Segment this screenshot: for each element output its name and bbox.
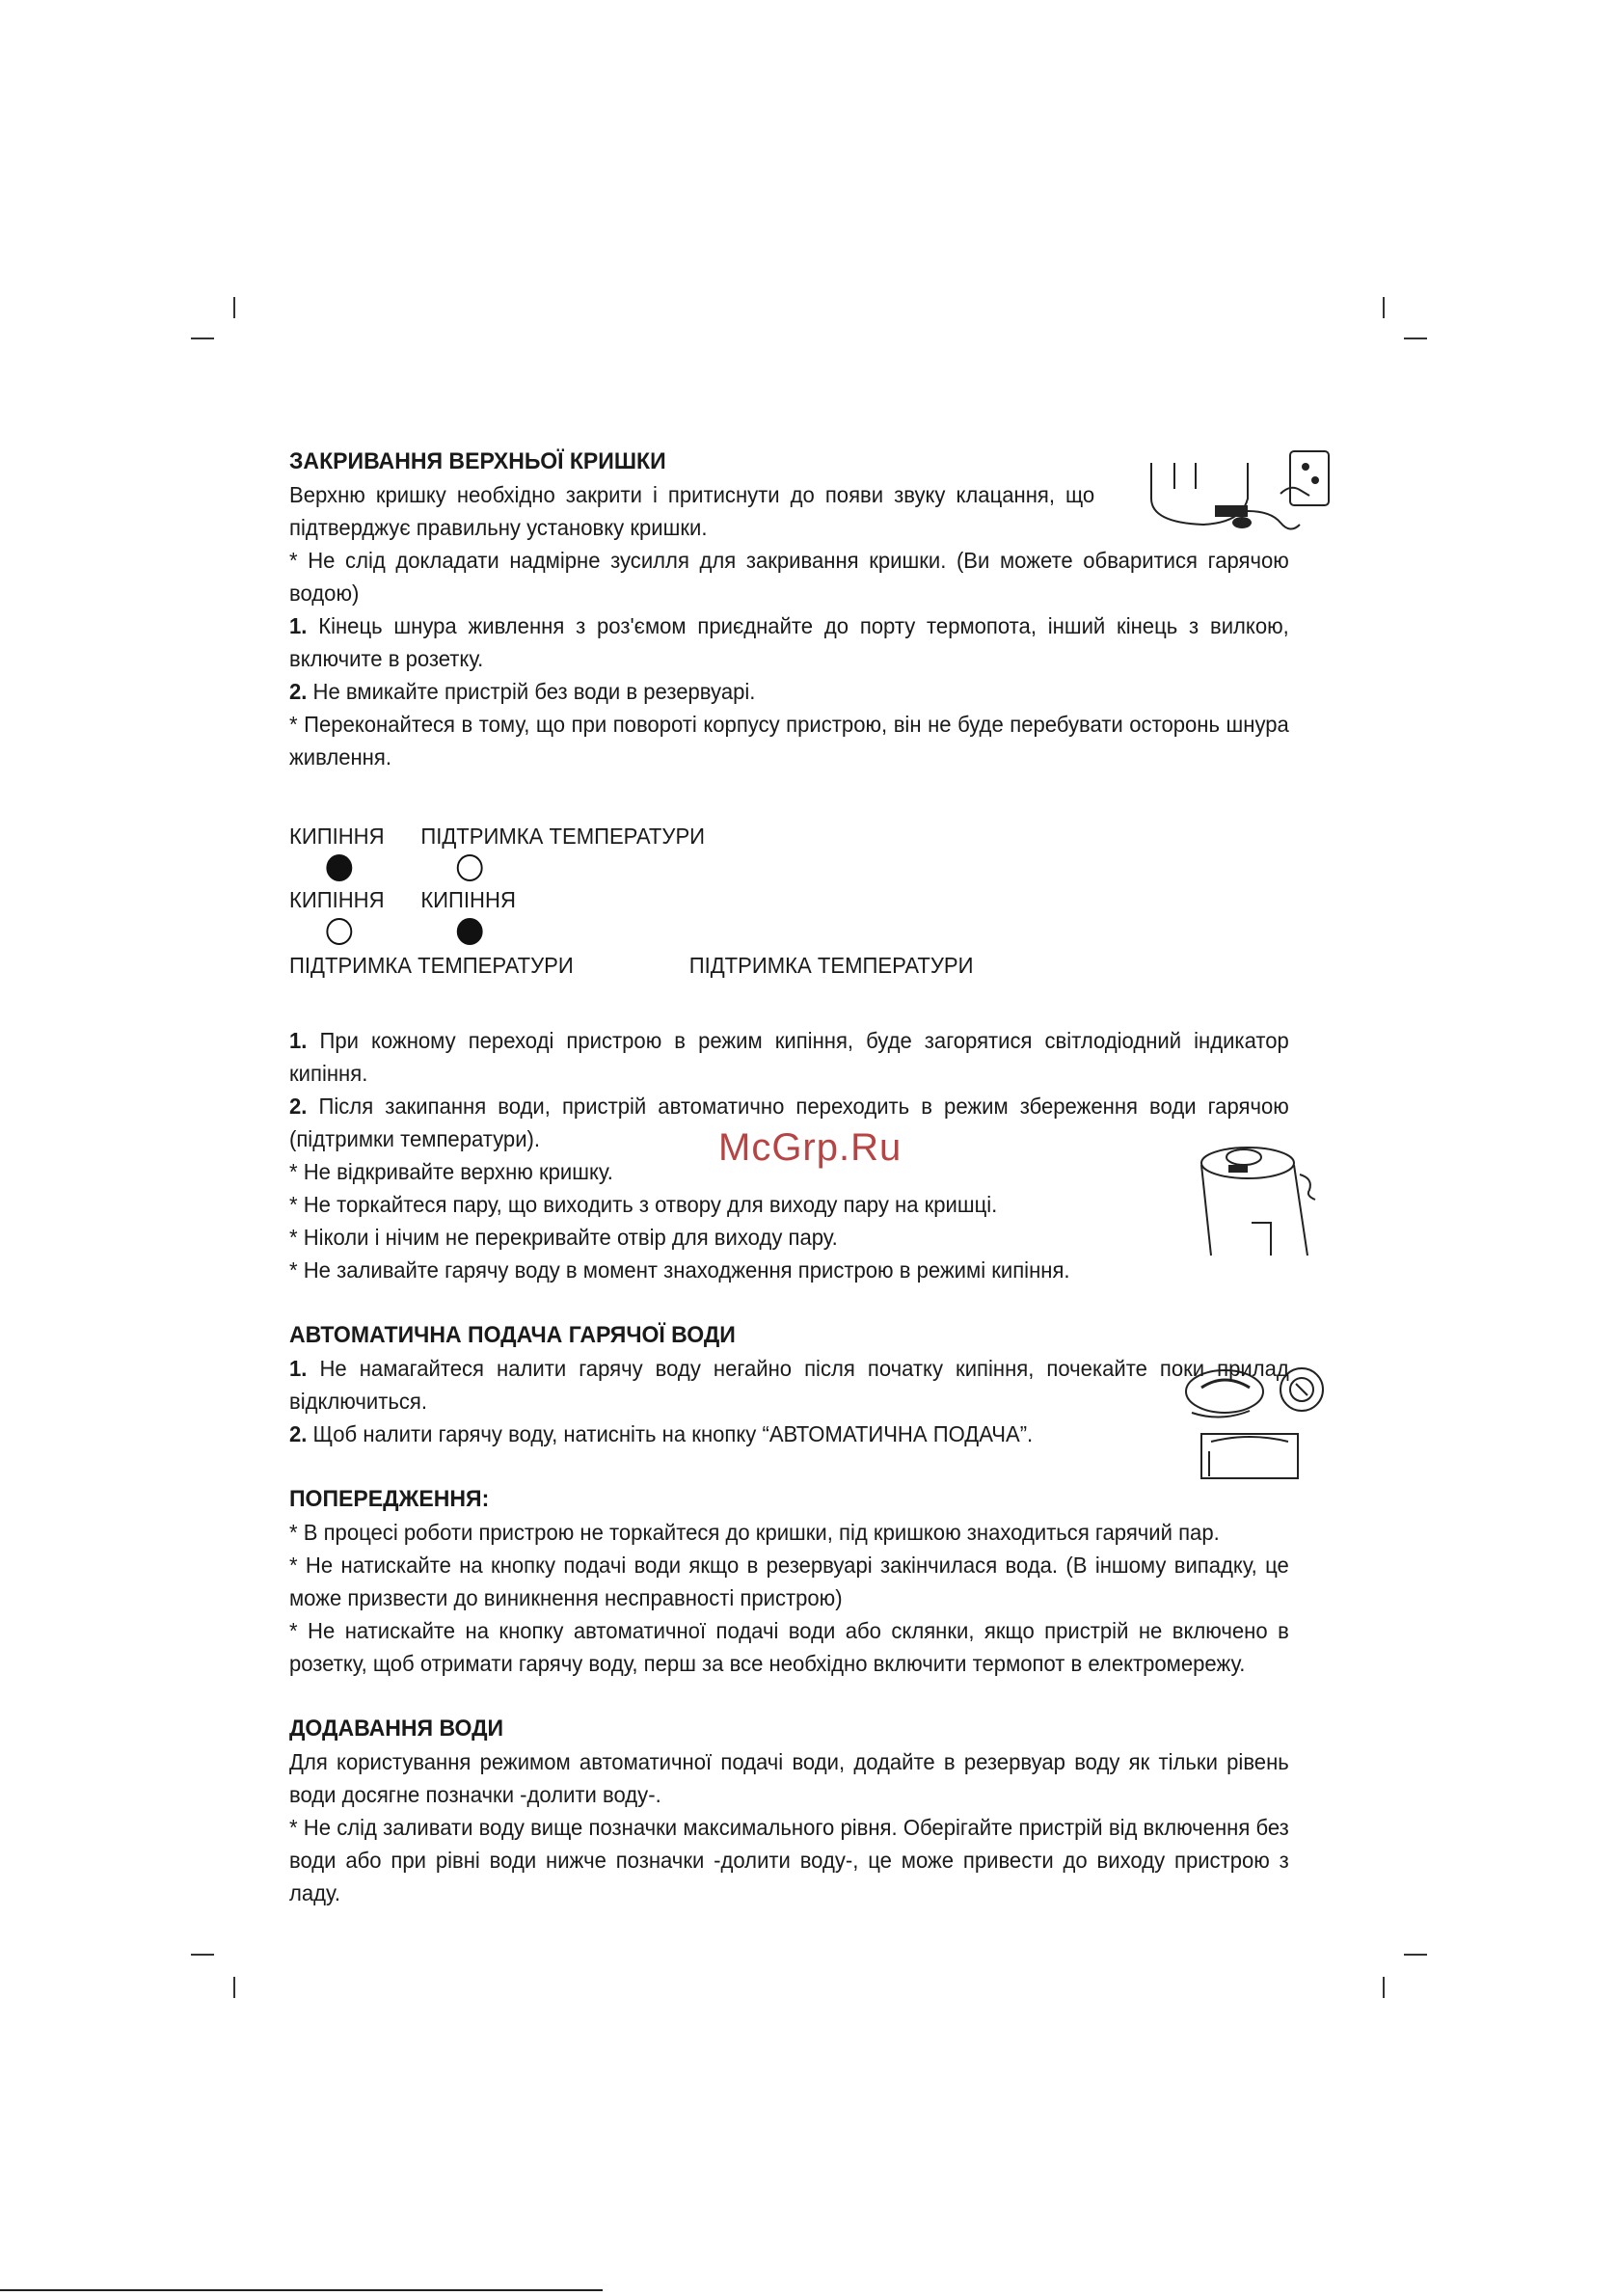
- indicator-label-boil-2: КИПІННЯ: [289, 887, 385, 912]
- crop-mark-bl-h: [191, 1954, 214, 1956]
- document-body: [289, 446, 1289, 1909]
- lid-paragraph-1: [289, 478, 1289, 544]
- lid-paragraph-4: [289, 675, 1289, 708]
- lid-p3-num: 1.: [289, 613, 308, 638]
- crop-mark-tr-v: [1383, 297, 1385, 318]
- indicator-label-boil-3: КИПІННЯ: [420, 887, 516, 912]
- boil-p2-num: 2.: [289, 1094, 308, 1119]
- auto-feed-p1-text: Не намагайтеся налити гарячу воду негайно після початку кипіння, почекайте поки прилад відключиться.: [289, 1356, 1289, 1414]
- crop-mark-tl-h: [191, 338, 214, 339]
- footer-rule: [0, 2289, 603, 2291]
- warning-paragraph-1: * В процесі роботи пристрою не торкайтеся до кришки, під кришкою знаходиться гарячий пар.: [289, 1520, 1220, 1545]
- auto-feed-paragraph-2: [289, 1418, 1289, 1450]
- boil-paragraph-2: [289, 1090, 1289, 1155]
- lid-paragraph-5: * Переконайтеся в тому, що при повороті корпусу пристрою, він не буде перебувати осторонь шнура живлення.: [289, 712, 1289, 770]
- boil-paragraph-3: * Не відкривайте верхню кришку.: [289, 1159, 613, 1184]
- crop-mark-tr-h: [1404, 338, 1427, 339]
- boil-led-off: [326, 918, 352, 945]
- warning-paragraph-3: * Не натискайте на кнопку автоматичної подачі води або склянки, якщо пристрій не включено в розетку, щоб отримати гарячу воду, перш за все необхідно включити термопот в електромережу.: [289, 1618, 1289, 1676]
- keep-warm-led-off: [457, 854, 483, 881]
- lid-p4-text: Не вмикайте пристрій без води в резервуарі.: [307, 679, 756, 704]
- lid-paragraph-2: * Не слід докладати надмірне зусилля для закривання кришки. (Ви можете обваритися гарячою водою): [289, 548, 1289, 606]
- boil-paragraph-5: * Ніколи і нічим не перекривайте отвір для виходу пару.: [289, 1225, 838, 1250]
- crop-mark-br-v: [1383, 1977, 1385, 1998]
- boil-paragraph-4: * Не торкайтеся пару, що виходить з отвору для виходу пару на кришці.: [289, 1192, 998, 1217]
- crop-mark-bl-v: [233, 1977, 235, 1998]
- boil-p1-num: 1.: [289, 1028, 308, 1053]
- warning-heading: ПОПЕРЕДЖЕННЯ:: [289, 1486, 490, 1512]
- boil-p2-text: Після закипання води, пристрій автоматично переходить в режим збереження води гарячою (підтримки температури).: [289, 1094, 1289, 1151]
- warning-paragraph-2: * Не натискайте на кнопку подачі води якщо в резервуарі закінчилася вода. (В іншому випадку, це може призвести до виникнення несправності пристрою): [289, 1553, 1289, 1610]
- boil-p1-text: При кожному переході пристрою в режим кипіння, буде загорятися світлодіодний індикатор кипіння.: [289, 1028, 1289, 1086]
- lid-heading: ЗАКРИВАННЯ ВЕРХНЬОЇ КРИШКИ: [289, 448, 666, 474]
- indicator-label-keep-warm-3: ПІДТРИМКА ТЕМПЕРАТУРИ: [688, 953, 974, 978]
- auto-feed-paragraph-1: [289, 1352, 1289, 1418]
- watermark: McGrp.Ru: [718, 1126, 903, 1169]
- auto-feed-p1-num: 1.: [289, 1356, 308, 1381]
- crop-mark-tl-v: [233, 297, 235, 318]
- boil-paragraph-6: * Не заливайте гарячу воду в момент знаходження пристрою в режимі кипіння.: [289, 1257, 1070, 1283]
- crop-mark-br-h: [1404, 1954, 1427, 1956]
- lid-paragraph-3: [289, 609, 1289, 675]
- indicator-label-boil-1: КИПІННЯ: [289, 824, 385, 849]
- auto-feed-heading: АВТОМАТИЧНА ПОДАЧА ГАРЯЧОЇ ВОДИ: [289, 1322, 736, 1348]
- boil-led-on: [326, 854, 352, 881]
- keep-warm-led-on: [457, 918, 483, 945]
- auto-feed-p2-num: 2.: [289, 1421, 308, 1446]
- adding-water-heading: ДОДАВАННЯ ВОДИ: [289, 1715, 504, 1742]
- indicator-label-keep-warm-1: ПІДТРИМКА ТЕМПЕРАТУРИ: [420, 824, 706, 849]
- auto-feed-p2-text: Щоб налити гарячу воду, натисніть на кнопку “АВТОМАТИЧНА ПОДАЧА”.: [307, 1421, 1034, 1446]
- indicator-label-keep-warm-2: ПІДТРИМКА ТЕМПЕРАТУРИ: [289, 953, 574, 978]
- lid-p4-num: 2.: [289, 679, 308, 704]
- boil-paragraph-1: [289, 1024, 1289, 1090]
- adding-water-paragraph-1: Для користування режимом автоматичної подачі води, додайте в резервуар воду як тільки рівень води досягне позначки -долити воду-.: [289, 1749, 1289, 1807]
- indicator-diagram: [289, 820, 1289, 984]
- lid-p1-text: Верхню кришку необхідно закрити і притиснути до появи звуку клацання, що підтверджує правильну установку кришки.: [289, 482, 1095, 540]
- lid-p3-text: Кінець шнура живлення з роз'ємом приєднайте до порту термопота, інший кінець з вилкою, включите в розетку.: [289, 613, 1289, 671]
- adding-water-paragraph-2: * Не слід заливати воду вище позначки максимального рівня. Оберігайте пристрій від включення без води або при рівні води нижче позначки -долити воду-, це може привести до виходу пристрою з ладу.: [289, 1815, 1289, 1905]
